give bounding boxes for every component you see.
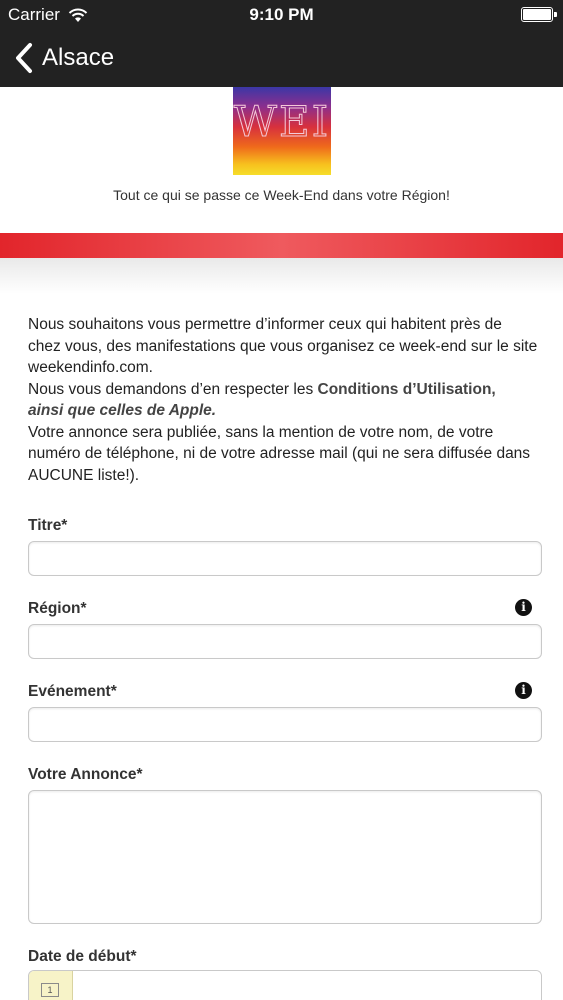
date-debut-input[interactable] [73, 971, 542, 1000]
evenement-label: Evénement* [28, 683, 117, 700]
chevron-left-icon [14, 42, 34, 74]
intro-paragraph-3: Votre annonce sera publiée, sans la mention de votre nom, de votre numéro de téléphone, ni de votre adresse mail (qui ne sera diffusée dans AUCUNE liste!). [28, 423, 531, 484]
region-label: Région* [28, 600, 87, 617]
header-shadow [0, 258, 563, 294]
region-info-icon[interactable]: i [515, 599, 532, 616]
region-input[interactable] [28, 624, 542, 659]
date-picker-button[interactable] [29, 971, 73, 1000]
intro-text [28, 314, 538, 486]
titre-label: Titre* [28, 517, 68, 534]
wei-logo [233, 87, 331, 175]
clock: 9:10 PM [249, 5, 314, 24]
terms-link[interactable]: Conditions d’Utilisation, [317, 380, 496, 398]
status-bar [0, 0, 563, 30]
logo-text: WEI [233, 97, 331, 146]
red-band [0, 233, 563, 258]
titre-input[interactable] [28, 541, 542, 576]
apple-terms-text: ainsi que celles de Apple. [28, 402, 217, 419]
annonce-textarea[interactable] [28, 790, 542, 924]
annonce-label: Votre Annonce* [28, 766, 143, 783]
evenement-input[interactable] [28, 707, 542, 742]
intro-paragraph-1: Nous souhaitons vous permettre d’informer ceux qui habitent près de chez vous, des manifestations que vous organisez ce week-end sur le site weekendinfo.com. [28, 316, 538, 376]
back-button[interactable] [14, 40, 114, 76]
date-debut-label: Date de début* [28, 948, 137, 965]
battery-icon [521, 7, 553, 22]
navigation-bar [0, 30, 563, 87]
calendar-icon: 1 [41, 983, 59, 997]
intro-paragraph-2: Nous vous demandons d’en respecter les [28, 380, 318, 398]
tagline: Tout ce qui se passe ce Week-End dans votre Région! [113, 187, 450, 203]
carrier-label: Carrier [8, 5, 60, 24]
date-debut-field [28, 970, 542, 1000]
evenement-info-icon[interactable]: i [515, 682, 532, 699]
back-label: Alsace [42, 44, 115, 71]
app-header [0, 87, 563, 233]
